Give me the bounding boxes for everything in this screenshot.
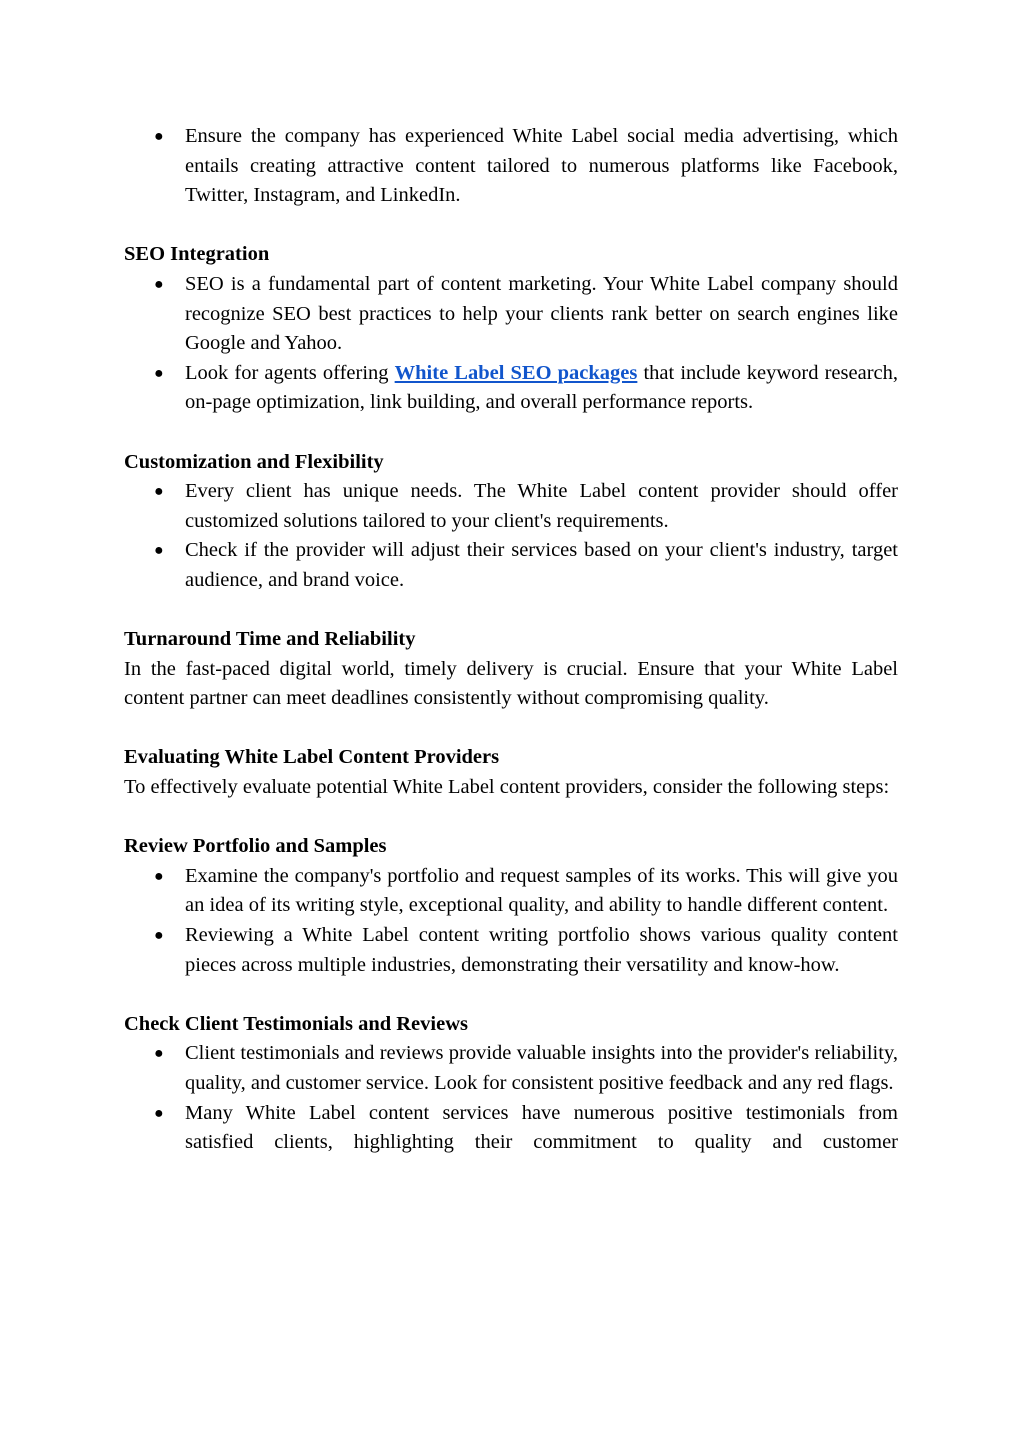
bullet-list-social bbox=[124, 122, 898, 211]
bullet-icon: ● bbox=[154, 542, 164, 560]
list-item: ● Every client has unique needs. The White Label content provider should offer customized solutions tailored to your client's requirements. bbox=[124, 477, 898, 536]
document-page bbox=[124, 122, 898, 1158]
section-heading-customization: Customization and Flexibility bbox=[124, 450, 384, 473]
bullet-icon: ● bbox=[154, 867, 164, 885]
list-item: ● Examine the company's portfolio and request samples of its works. This will give you an idea of its writing style, exceptional quality, and ability to handle different content. bbox=[124, 862, 898, 921]
section-heading-evaluating: Evaluating White Label Content Providers bbox=[124, 746, 500, 769]
seo-packages-link[interactable]: White Label SEO packages bbox=[394, 361, 638, 384]
paragraph-turnaround: In the fast-paced digital world, timely delivery is crucial. Ensure that your White Label content partner can meet deadlines consistently without compromising quality. bbox=[124, 657, 898, 710]
list-item: ● Ensure the company has experienced White Label social media advertising, which entails creating attractive content tailored to numerous platforms like Facebook, Twitter, Instagram, and LinkedIn. bbox=[124, 122, 898, 211]
bullet-icon: ● bbox=[154, 275, 164, 293]
list-item: ● Check if the provider will adjust their services based on your client's industry, target audience, and brand voice. bbox=[124, 536, 898, 595]
section-heading-portfolio: Review Portfolio and Samples bbox=[124, 835, 387, 858]
list-item: ● SEO is a fundamental part of content marketing. Your White Label company should recognize SEO best practices to help your clients rank better on search engines like Google and Yahoo. bbox=[124, 270, 898, 359]
bullet-list-portfolio bbox=[124, 862, 898, 980]
bullet-icon: ● bbox=[154, 1045, 164, 1063]
bullet-icon: ● bbox=[154, 364, 164, 382]
bullet-list-seo bbox=[124, 270, 898, 418]
bullet-list-customization bbox=[124, 477, 898, 595]
list-item: ● Many White Label content services have numerous positive testimonials from satisfied clients, highlighting their commitment to quality and customer bbox=[124, 1099, 898, 1158]
bullet-icon: ● bbox=[154, 927, 164, 945]
paragraph-evaluating: To effectively evaluate potential White Label content providers, consider the following steps: bbox=[124, 776, 890, 799]
bullet-icon: ● bbox=[154, 128, 164, 145]
list-item: ● Client testimonials and reviews provide valuable insights into the provider's reliability, quality, and customer service. Look for consistent positive feedback and any red flags. bbox=[124, 1039, 898, 1098]
bullet-icon: ● bbox=[154, 483, 164, 501]
bullet-icon: ● bbox=[154, 1104, 164, 1122]
bullet-list-testimonials bbox=[124, 1039, 898, 1157]
section-heading-testimonials: Check Client Testimonials and Reviews bbox=[124, 1012, 468, 1035]
section-heading-seo: SEO Integration bbox=[124, 243, 270, 266]
list-item: ● Look for agents offering White Label SEO packages that include keyword research, on-page optimization, link building, and overall performance reports. bbox=[124, 359, 898, 418]
list-item: ● Reviewing a White Label content writing portfolio shows various quality content pieces across multiple industries, demonstrating their versatility and know-how. bbox=[124, 921, 898, 980]
section-heading-turnaround: Turnaround Time and Reliability bbox=[124, 628, 416, 651]
